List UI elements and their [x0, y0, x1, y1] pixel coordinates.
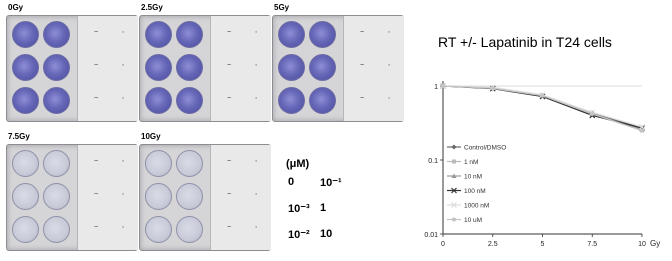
- legend-marker: [452, 218, 456, 222]
- well: [176, 183, 203, 210]
- series-line: [443, 86, 642, 128]
- concentration-key-cell: 10⁻²: [288, 229, 310, 241]
- survival-chart: [410, 56, 672, 261]
- data-point: [491, 86, 495, 90]
- pen-mark: ·: [121, 95, 126, 103]
- legend-marker: [452, 145, 457, 150]
- x-axis-label: Gy: [650, 239, 661, 248]
- plate-empty-lane: [77, 16, 138, 121]
- y-tick-label: 0.01: [424, 232, 438, 239]
- well: [12, 183, 39, 210]
- well: [12, 87, 39, 114]
- well: [278, 54, 305, 81]
- pen-mark: ·: [121, 158, 126, 166]
- well: [309, 87, 336, 114]
- x-tick-label: 2.5: [487, 241, 498, 248]
- data-point: [640, 129, 644, 133]
- legend-marker: [452, 160, 456, 164]
- well: [43, 216, 70, 243]
- pen-mark: ·: [387, 29, 392, 37]
- plate-empty-lane: [210, 145, 271, 250]
- well: [309, 54, 336, 81]
- well: [145, 183, 172, 210]
- well: [43, 183, 70, 210]
- pen-mark: ·: [254, 95, 259, 103]
- well: [278, 21, 305, 48]
- well: [43, 87, 70, 114]
- well: [43, 54, 70, 81]
- pen-mark: ~: [227, 191, 232, 199]
- series-line: [443, 86, 642, 129]
- concentration-key-cell: 10⁻¹: [320, 177, 342, 189]
- pen-mark: ~: [94, 95, 99, 103]
- pen-mark: ~: [227, 95, 232, 103]
- well: [12, 21, 39, 48]
- well: [43, 21, 70, 48]
- legend-label: Control/DMSO: [464, 144, 507, 152]
- pen-mark: ~: [94, 224, 99, 232]
- series-line: [443, 86, 642, 128]
- pen-mark: ~: [360, 62, 365, 70]
- series-line: [443, 86, 642, 131]
- pen-mark: ·: [254, 158, 259, 166]
- x-tick-label: 0: [441, 241, 445, 248]
- pen-mark: ·: [254, 224, 259, 232]
- pen-mark: ·: [121, 224, 126, 232]
- chart-title: RT +/- Lapatinib in T24 cells: [438, 34, 612, 50]
- pen-mark: ·: [254, 62, 259, 70]
- legend-label: 100 nM: [464, 188, 486, 195]
- legend-label: 10 nM: [464, 173, 483, 181]
- well: [145, 54, 172, 81]
- pen-mark: ~: [94, 29, 99, 37]
- data-point: [441, 84, 445, 88]
- pen-mark: ·: [121, 62, 126, 70]
- x-tick-label: 7.5: [587, 241, 598, 248]
- well: [43, 150, 70, 177]
- plate-label: 2.5Gy: [141, 3, 163, 12]
- plate-empty-lane: [77, 145, 138, 250]
- plate-label: 5Gy: [274, 3, 290, 12]
- pen-mark: ~: [227, 29, 232, 37]
- plate-label: 7.5Gy: [8, 132, 30, 141]
- well: [145, 150, 172, 177]
- concentration-key-cell: 10⁻³: [288, 203, 310, 215]
- concentration-unit: (μM): [286, 158, 310, 170]
- legend-label: 1000 nM: [464, 202, 490, 210]
- data-point: [541, 94, 545, 98]
- plate-empty-lane: [210, 16, 271, 121]
- pen-mark: ~: [94, 191, 99, 199]
- concentration-key-cell: 0: [288, 176, 295, 188]
- pen-mark: ~: [94, 62, 99, 70]
- pen-mark: ~: [227, 224, 232, 232]
- pen-mark: ·: [121, 191, 126, 199]
- well: [145, 21, 172, 48]
- well: [12, 216, 39, 243]
- y-tick-label: 1: [434, 84, 438, 91]
- pen-mark: ·: [121, 29, 126, 37]
- well: [176, 216, 203, 243]
- legend-label: 1 nM: [464, 159, 479, 166]
- well: [176, 150, 203, 177]
- pen-mark: ·: [387, 62, 392, 70]
- x-tick-label: 10: [638, 241, 646, 248]
- concentration-key-cell: 1: [320, 202, 327, 214]
- pen-mark: ·: [254, 191, 259, 199]
- well: [12, 54, 39, 81]
- series-line: [443, 86, 642, 131]
- plate-label: 10Gy: [141, 132, 161, 141]
- pen-mark: ·: [387, 95, 392, 103]
- plate-empty-lane: [343, 16, 404, 121]
- well: [278, 87, 305, 114]
- pen-mark: ·: [254, 29, 259, 37]
- well: [145, 87, 172, 114]
- well: [12, 150, 39, 177]
- data-point: [590, 112, 594, 116]
- well: [309, 21, 336, 48]
- y-tick-label: 0.1: [428, 158, 438, 165]
- pen-mark: ~: [227, 158, 232, 166]
- plate-label: 0Gy: [8, 3, 24, 12]
- x-tick-label: 5: [540, 241, 545, 248]
- well: [176, 21, 203, 48]
- pen-mark: ~: [360, 29, 365, 37]
- well: [176, 54, 203, 81]
- pen-mark: ~: [227, 62, 232, 70]
- pen-mark: ~: [360, 95, 365, 103]
- concentration-key-cell: 10: [320, 228, 333, 240]
- well: [176, 87, 203, 114]
- pen-mark: ~: [94, 158, 99, 166]
- legend-label: 10 uM: [464, 217, 483, 224]
- well: [145, 216, 172, 243]
